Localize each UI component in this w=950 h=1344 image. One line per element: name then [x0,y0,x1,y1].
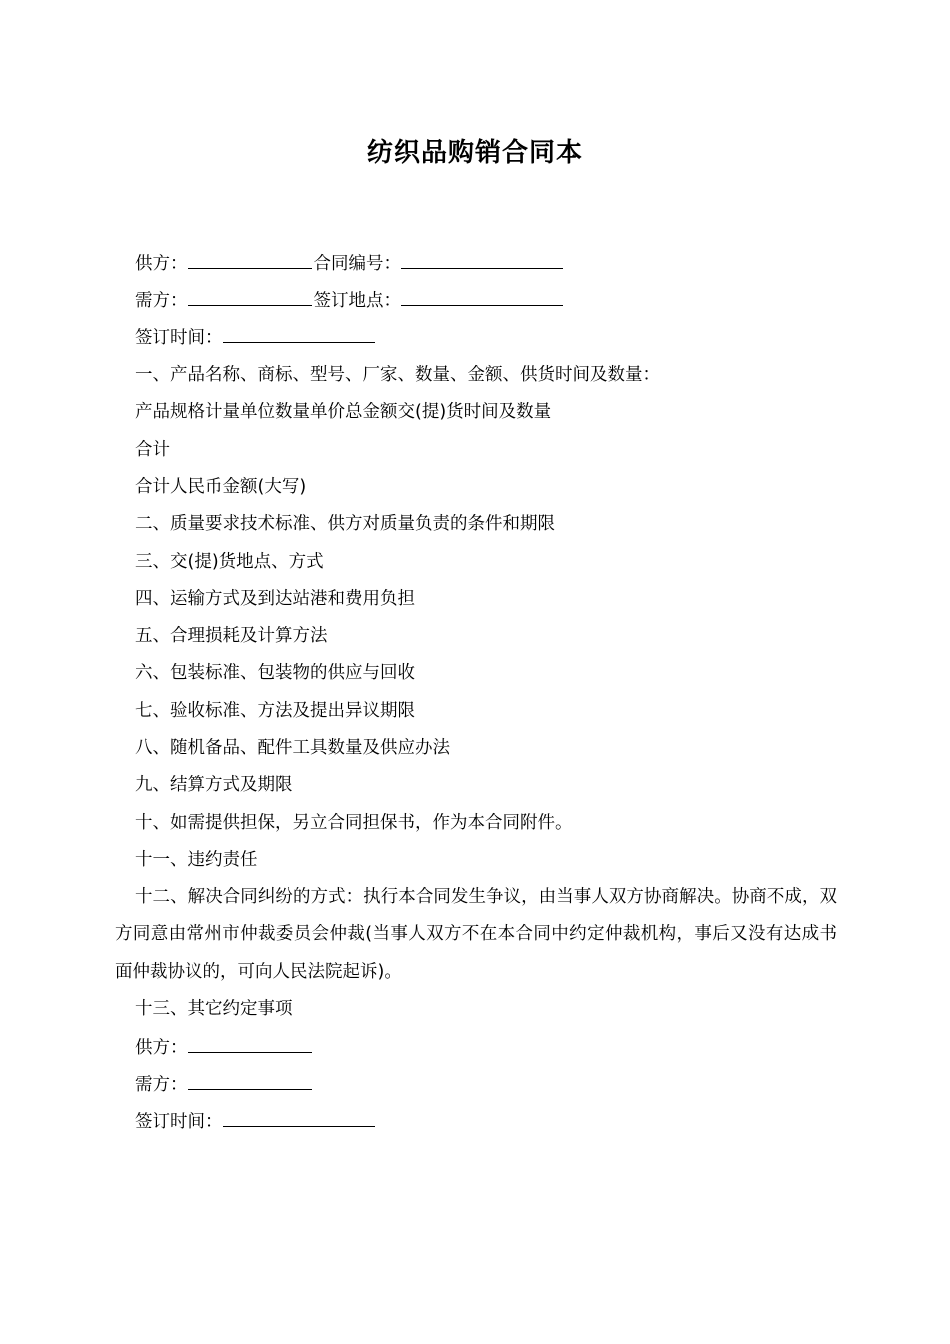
document-title: 纺织品购销合同本 [366,138,583,168]
clause-13: 十三、其它约定事项 [135,999,293,1019]
clause-line: 十、如需提供担保，另立合同担保书，作为本合同附件。 [135,813,573,833]
supplier-label: 供方： [135,254,188,274]
clause-line: 六、包装标准、包装物的供应与回收 [135,663,415,683]
footer-row-buyer [135,1072,314,1097]
clause-12-paragraph: 十二、解决合同纠纷的方式：执行本合同发生争议，由当事人双方协商解决。协商不成，双方同意由常州市仲裁委员会仲裁(当事人双方不在本合同中约定仲裁机构，事后又没有达成书面仲裁协议的，可向人民法院起诉)。 [115,887,837,982]
footer-row-supplier [135,1035,314,1060]
clause-line: 九、结算方式及期限 [135,775,293,795]
header-row-sign-time [135,325,377,350]
clause-line: 合计 [135,440,170,460]
contract-no-label: 合同编号： [313,254,401,274]
buyer-label: 需方： [135,291,188,311]
sign-place-label: 签订地点： [313,291,401,311]
sign-place-blank[interactable] [401,288,563,306]
clause-line: 四、运输方式及到达站港和费用负担 [135,589,415,609]
footer-sign-time-blank[interactable] [223,1109,375,1127]
footer-buyer-label: 需方： [135,1075,188,1095]
clause-line: 一、产品名称、商标、型号、厂家、数量、金额、供货时间及数量： [135,365,660,385]
sign-time-blank[interactable] [223,325,375,343]
clause-line: 合计人民币金额(大写) [135,477,307,497]
contract-no-blank[interactable] [401,251,563,269]
clause-line: 产品规格计量单位数量单价总金额交(提)货时间及数量 [135,402,552,422]
clause-line: 十一、违约责任 [135,850,258,870]
clause-line: 二、质量要求技术标准、供方对质量负责的条件和期限 [135,514,555,534]
clause-line: 七、验收标准、方法及提出异议期限 [135,701,415,721]
footer-sign-time-label: 签订时间： [135,1112,223,1132]
supplier-blank[interactable] [188,251,312,269]
sign-time-label: 签订时间： [135,328,223,348]
footer-row-sign-time [135,1109,377,1134]
header-row-buyer [135,288,565,313]
buyer-blank[interactable] [188,288,312,306]
clause-line: 三、交(提)货地点、方式 [135,552,324,572]
footer-buyer-blank[interactable] [188,1072,312,1090]
clause-line: 八、随机备品、配件工具数量及供应办法 [135,738,450,758]
clause-line: 五、合理损耗及计算方法 [135,626,328,646]
header-row-supplier [135,251,565,276]
footer-supplier-blank[interactable] [188,1035,312,1053]
footer-supplier-label: 供方： [135,1038,188,1058]
